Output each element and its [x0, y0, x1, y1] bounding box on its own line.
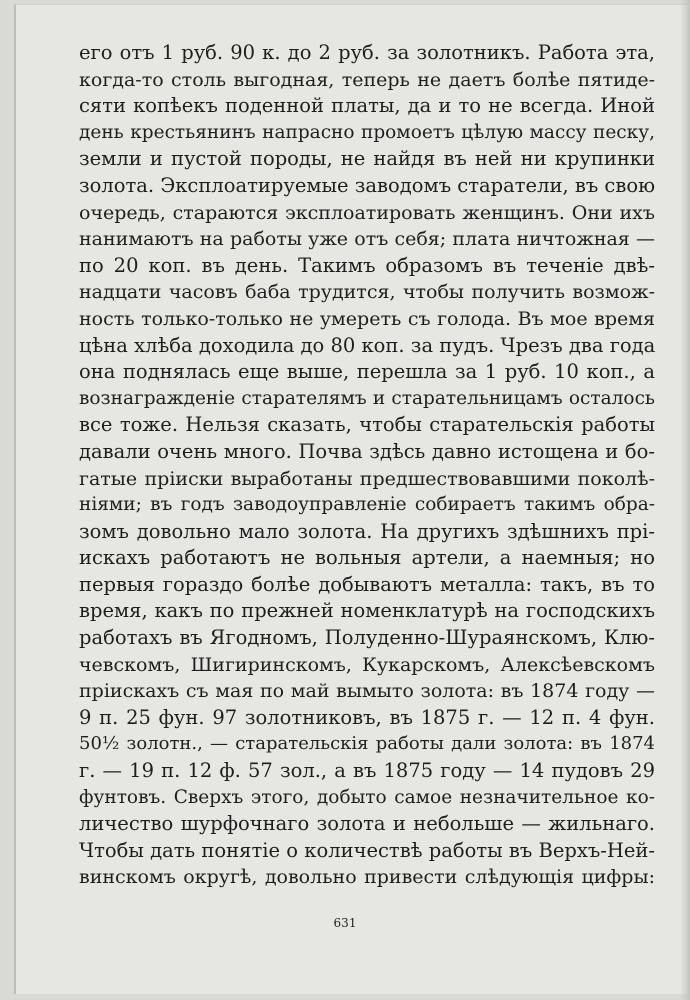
text-line: все тоже. Нельзя сказать, чтобы старательскія работы [79, 413, 655, 437]
page-edge-shadow [680, 0, 690, 1000]
text-line: 9 п. 25 фун. 97 золотниковъ, въ 1875 г. — 12 п. 4 фун. [79, 705, 655, 729]
text-line: пріискахъ съ мая по май вымыто золота: въ 1874 году — [79, 680, 655, 703]
text-line: цѣна хлѣба доходила до 80 коп. за пудъ. Чрезъ два года [79, 333, 655, 357]
text-line: фунтовъ. Сверхъ этого, добыто самое незначительное ко- [79, 786, 655, 808]
text-line: по 20 коп. въ день. Такимъ образомъ въ теченіе двѣ- [79, 253, 655, 277]
text-line: личество шурфочнаго золота и небольше — жильнаго. [79, 812, 655, 836]
text-line: сяти копѣекъ поденной платы, да и то не всегда. Иной [79, 94, 655, 118]
text-line: ніями; въ годъ заводоуправленіе собираетъ такимъ обра- [79, 494, 655, 516]
text-line: его отъ 1 руб. 90 к. до 2 руб. за золотникъ. Работа эта, [79, 41, 655, 64]
text-line: день крестьянинъ напрасно промоетъ цѣлую массу песку, [79, 121, 655, 143]
body-text [79, 40, 655, 891]
text-line: 50½ золотн., — старательскія работы дали золота: въ 1874 [79, 733, 655, 755]
text-line: время, какъ по прежней номенклатурѣ на господскихъ [79, 599, 655, 623]
text-line: давали очень много. Почва здѣсь давно истощена и бо- [79, 439, 655, 463]
text-line: земли и пустой породы, не найдя въ ней ни крупинки [79, 147, 655, 171]
text-line: вознагражденіе старателямъ и старательницамъ осталось [79, 387, 655, 409]
text-line: первыя гораздо болѣе добываютъ металла: такъ, въ то [79, 572, 655, 596]
text-line: когда-то столь выгодная, теперь не даетъ болѣе пятиде- [79, 68, 655, 91]
text-line: гатые пріиски выработаны предшествовавшими поколѣ- [79, 467, 655, 490]
text-line: ность только-только не умереть съ голода. Въ мое время [79, 307, 655, 330]
text-line: очередь, стараются эксплоатировать женщинъ. Они ихъ [79, 201, 655, 224]
text-line: золота. Эксплоатируемые заводомъ старатели, въ свою [79, 173, 655, 197]
text-line: надцати часовъ баба трудится, чтобы получить возмож- [79, 281, 655, 304]
text-line: Чтобы дать понятіе о количествѣ работы въ Верхъ-Ней- [79, 838, 655, 862]
text-line: она поднялась еще выше, перешла за 1 руб. 10 коп., а [79, 360, 655, 384]
text-line: искахъ работаютъ не вольныя артели, а наемныя; но [79, 546, 655, 570]
text-line: чевскомъ, Шигиринскомъ, Кукарскомъ, Алексѣевскомъ [79, 653, 655, 676]
text-line: зомъ довольно мало золота. На другихъ здѣшнихъ прі- [79, 519, 655, 543]
text-line: нанимаютъ на работы уже отъ себя; плата ничтожная — [79, 228, 655, 251]
text-line: работахъ въ Ягодномъ, Полуденно-Шураянскомъ, Клю- [79, 626, 655, 650]
text-line: г. — 19 п. 12 ф. 57 зол., а въ 1875 году — 14 пудовъ 29 [79, 759, 655, 783]
text-line: винскомъ округѣ, довольно привести слѣдующія цифры: [79, 866, 655, 889]
page-number: 631 [333, 916, 357, 930]
